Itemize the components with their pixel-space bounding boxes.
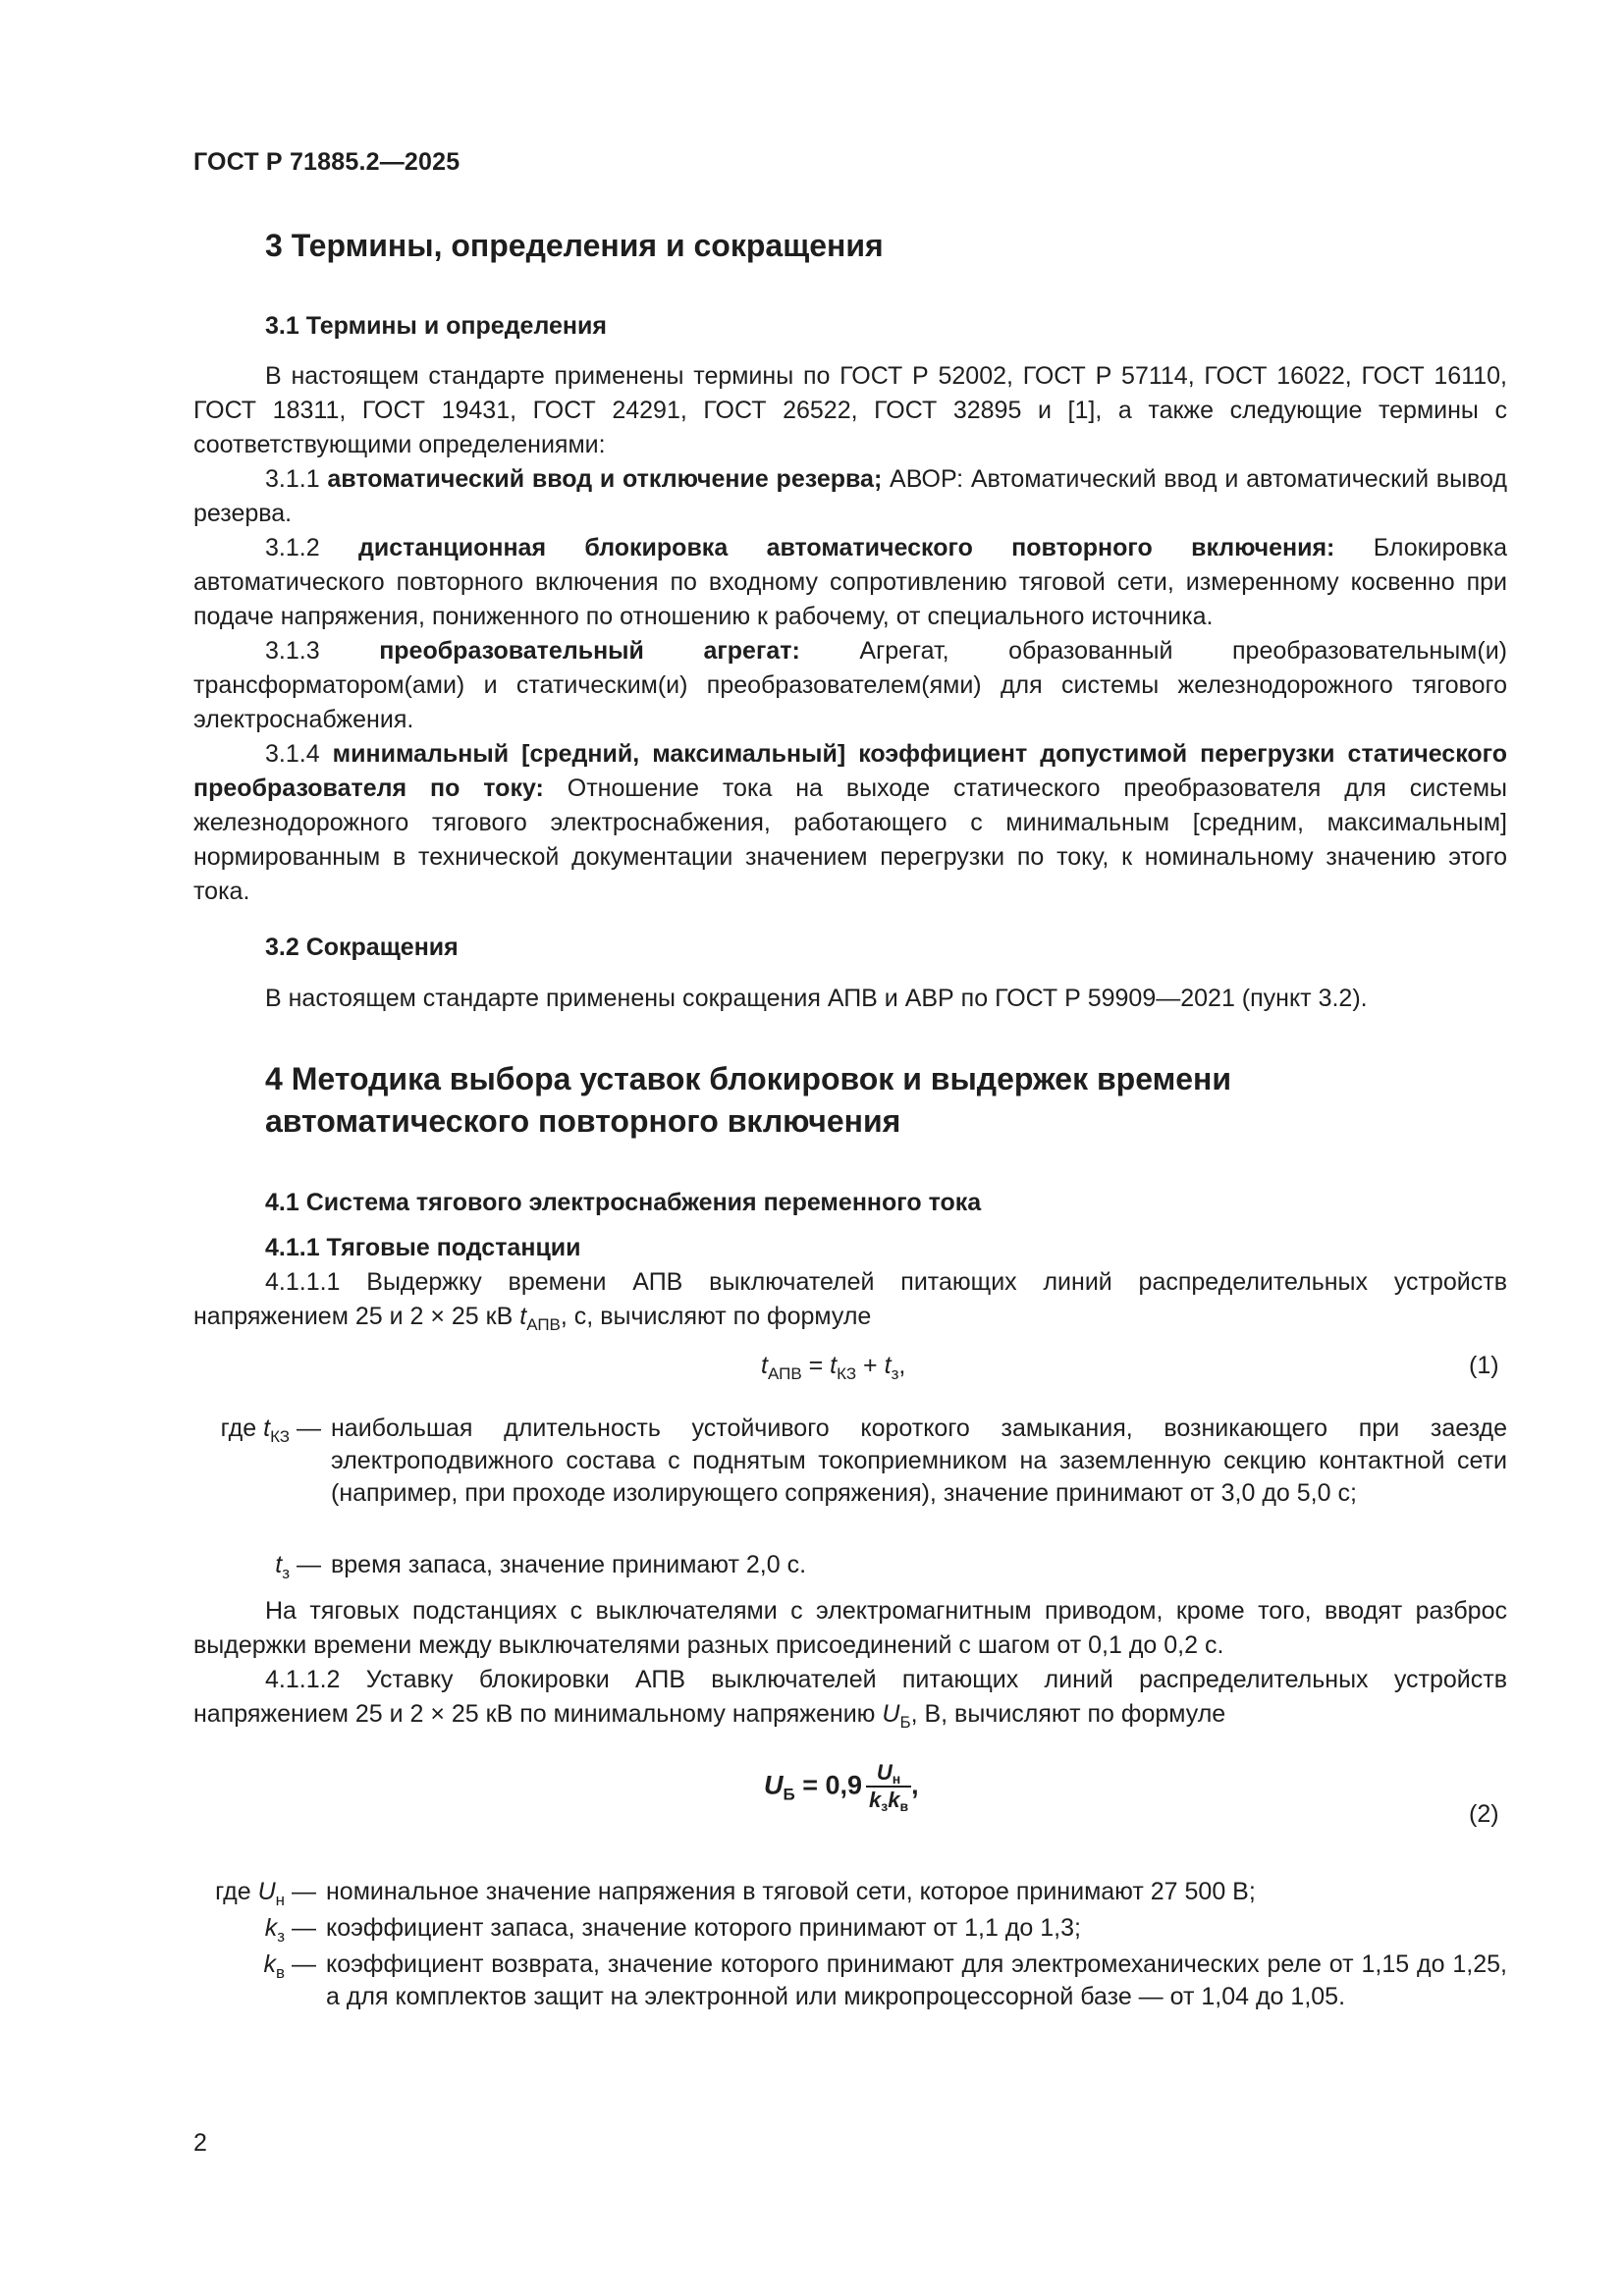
paragraph-traction-substations: На тяговых подстанциях с выключателями с электромагнитным приводом, кроме того, вводят разброс выдержки времени между выключателями разных присоединений с шагом от 0,1 до 0,2 с. [193,1597,1507,1659]
section-4-1-title: 4.1 Система тягового электроснабжения переменного тока [265,1189,982,1216]
paragraph-4-1-1-2 [193,1663,1507,1732]
document-page: ГОСТ Р 71885.2—2025 3 Термины, определения и сокращения 3.1 Термины и определения В настоящем стандарте применены термины по ГОСТ Р 52002, ГОСТ Р 57114, ГОСТ 16022, ГОСТ 16110, ГОСТ 18311, ГОСТ 19431, ГОСТ 24291, ГОСТ 26522, ГОСТ 32895 и [1], а также следующие термины с соответствующими определениями: 3.1.1 автоматический ввод и отключение резерва; АВОР: Автоматический ввод и автоматический вывод резерва. 3.1.2 дистанционная блокировка автоматического повторного включения: Блокировка автоматического повторного включения по входному сопротивлению тяговой сети, измеренному косвенно при подаче напряжения, пониженного по отношению к рабочему, от специального источника. 3.1.3 преобразовательный агрегат: Агрегат, образованный преобразовательным(и) трансформатором(ами) и статическим(и) преобразователем(ями) для системы железнодорожного тягового электроснабжения. 3.1.4 минимальный [средний, максимальный] коэффициент допустимой перегрузки статического преобразователя по току: Отношение тока на выходе статического преобразователя для системы железнодорожного тягового электроснабжения, работающего с минимальным [средним, максимальным] нормированным в технической документации значением перегрузки по току, к номинальному значению этого тока. 3.2 Сокращения В настоящем стандарте применены сокращения АПВ и АВР по ГОСТ Р 59909—2021 (пункт 3.2). 4 Методика выбора уставок блокировок и выдержек времени автоматического повторного включения 4.1 Система тягового электроснабжения переменного тока 4.1.1 Тяговые подстанции 4.1.1.1 Выдержку времени АПВ выключателей питающих линий распределительных устройств напряжением 25 и 2 × 25 кВ $t_{АПВ}$, с, вычисляют по формуле $t_{АПВ} = t_{КЗ} + t_з$, (1) где $t_{КЗ}$ — наибольшая длительность устойчивого короткого замыкания, возникающего при заезде электроподвижного состава с поднятым токоприемником на заземленную секцию контактной сети (например, при проходе изолирующего сопряжения), значение принимают от 3,0 до 5,0 с; $t_з$ — время запаса, значение принимают 2,0 с. На тяговых подстанциях с выключателями с электромагнитным приводом, кроме того, вводят разброс выдержки времени между выключателями разных присоединений с шагом от 0,1 до 0,2 с. 4.1.1.2 Уставку блокировки АПВ выключателей питающих линий распределительных устройств напряжением 25 и 2 × 25 кВ по минимальному напряжению $U_Б$, В, вычисляют по формуле $U_Б = 0,9$ $\frac{U_н}{k_зk_в}$ , (2) где $U_н$ — номинальное значение напряжения в тяговой сети, которое принимают 27 500 В; $k_з$ — коэффициент запаса, значение которого принимают от 1,1 до 1,3; $k_в$ — коэффициент возврата, значение которого принимают для электромеханических реле от 1,15 до 1,25, а для комплектов защит на электронной или микропроцессорной базе — от 1,04 до 1,05. 2 [193,148,1508,2157]
term-number: 3.1.2 [265,534,320,561]
formula-1: $t_{АПВ} = t_{КЗ} + t_з$, [761,1352,906,1383]
term-number: 3.1.4 [265,740,320,768]
term-name: преобразовательный агрегат: [379,637,800,665]
term-definition: Агрегат, образованный преобразовательным(и) трансформатором(ами) и статическим(и) преобразователем(ями) для системы железнодорожного тягового электроснабжения. [193,637,1507,733]
paragraph-number: 4.1.1.2 [265,1666,341,1693]
section-3-2-title: 3.2 Сокращения [265,934,459,961]
section-4-1-1-title: 4.1.1 Тяговые подстанции [265,1234,581,1261]
term-definition: Автоматический ввод и автоматический вывод резерва. [193,465,1507,527]
term-3-1-1 [193,462,1507,531]
page-number: 2 [193,2129,207,2157]
section-4-title-line-1: 4 Методика выбора уставок блокировок и выдержек времени [265,1061,1232,1096]
formula-2: $U_Б = 0,9$ $\frac{U_н}{k_зk_в}$ , [764,1760,919,1814]
term-definition: Отношение тока на выходе статического преобразователя для системы железнодорожного тягового электроснабжения, работающего с минимальным [средним, максимальным] нормированным в технической документации значением перегрузки по току, к номинальному значению этого тока. [193,774,1507,905]
formula-2-number: (2) [1469,1800,1499,1828]
term-number: 3.1.3 [265,637,320,665]
term-name: минимальный [средний, максимальный] коэффициент допустимой перегрузки статического преобразователя по току: [193,740,1508,802]
term-definition: Блокировка автоматического повторного включения по входному сопротивлению тяговой сети, измеренному косвенно при подаче напряжения, пониженного по отношению к рабочему, от специального источника. [193,534,1507,630]
term-3-1-3 [193,634,1507,737]
paragraph-number: 4.1.1.1 [265,1268,341,1296]
symbol-t: t [519,1303,527,1330]
section-4-title-line-2: автоматического повторного включения [265,1103,901,1139]
paragraph-text: Выдержку времени АПВ выключателей питающих линий распределительных устройств напряжением 25 и 2 × 25 кВ [193,1268,1507,1330]
document-code: ГОСТ Р 71885.2—2025 [193,148,460,176]
paragraph-tail: , с, вычисляют по формуле [560,1303,872,1330]
symbol-subscript: АПВ [526,1315,561,1334]
symbol-u: U [882,1700,900,1728]
symbol-subscript: Б [899,1713,911,1732]
section-3-1-title: 3.1 Термины и определения [265,312,607,340]
paragraph-tail: , В, вычисляют по формуле [910,1700,1226,1728]
paragraph-4-1-1-1 [193,1265,1507,1334]
formula-2-fraction: $\frac{U_н}{k_зk_в}$ [866,1761,911,1813]
term-3-1-4 [193,737,1507,909]
section-3-title: 3 Термины, определения и сокращения [265,228,884,263]
term-name: автоматический ввод и отключение резерва; [327,465,883,493]
paragraph-text: Уставку блокировки АПВ выключателей питающих линий распределительных устройств напряжением 25 и 2 × 25 кВ по минимальному напряжению [193,1666,1508,1728]
section-3-2-text: В настоящем стандарте применены сокращения АПВ и АВР по ГОСТ Р 59909—2021 (пункт 3.2). [265,985,1368,1012]
term-number: 3.1.1 [265,465,320,493]
section-3-1-intro: В настоящем стандарте применены термины по ГОСТ Р 52002, ГОСТ Р 57114, ГОСТ 16022, ГОСТ 16110, ГОСТ 18311, ГОСТ 19431, ГОСТ 24291, ГОСТ 26522, ГОСТ 32895 и [1], а также следующие термины с соответствующими определениями: [193,362,1507,458]
term-3-1-2 [193,531,1507,634]
term-name: дистанционная блокировка автоматического повторного включения: [357,534,1335,561]
term-abbr: АВОР: [882,465,964,493]
formula-1-number: (1) [1469,1352,1499,1379]
